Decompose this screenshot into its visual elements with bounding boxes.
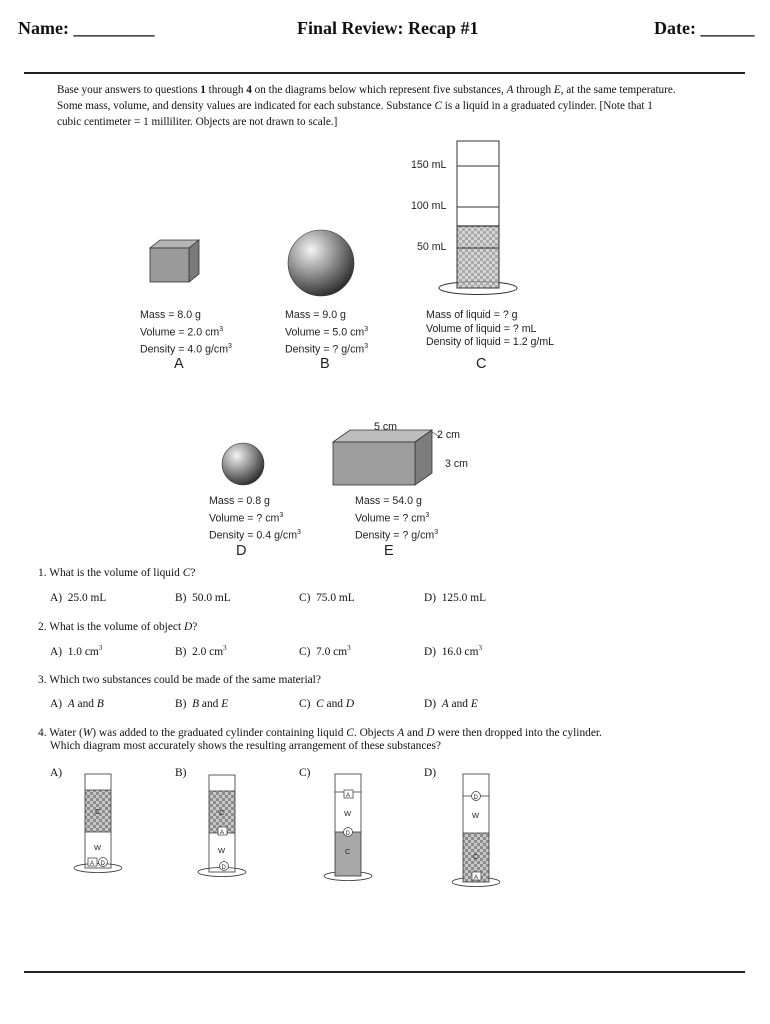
label-d: D: [236, 543, 247, 559]
footer-rule: [24, 971, 745, 973]
q1-choice-a[interactable]: A) 25.0 mL: [50, 592, 107, 604]
choice-c-cylinder: [324, 774, 372, 881]
question-4: 4. Water (W) was added to the graduated cylinder containing liquid C. Objects A and D were then dropped into the cylinder. Which diagram most accurately shows the resulting arrangement of these substances?: [38, 727, 602, 752]
q1-choice-d[interactable]: D) 125.0 mL: [424, 592, 487, 604]
label-e: E: [384, 543, 394, 559]
props-d: Mass = 0.8 g Volume = ? $cm^3$ Density = 0.4 $g/cm^3$: [209, 495, 301, 542]
svg-text:D: D: [473, 795, 478, 801]
props-b: Mass = 9.0 g Volume = 5.0 $cm^3$ Density = ? $g/cm^3$: [285, 309, 369, 356]
date-label: Date: ______: [654, 18, 755, 38]
dim-width: 2 cm: [437, 429, 460, 441]
label-c: C: [476, 356, 487, 372]
label-a: A: [174, 356, 184, 372]
page-title: Final Review: Recap #1: [297, 18, 479, 38]
svg-text:A: A: [346, 793, 351, 799]
q2-choice-d[interactable]: D) 16.0 $cm^3$: [424, 644, 482, 658]
dim-height: 3 cm: [445, 458, 468, 470]
mark-100: 100 mL: [411, 200, 447, 212]
q1-choice-b[interactable]: B) 50.0 mL: [175, 592, 231, 604]
q4-choice-a[interactable]: A): [50, 767, 63, 779]
dim-length: 5 cm: [374, 421, 397, 433]
label-b: B: [320, 356, 330, 372]
q4-choice-b[interactable]: B): [175, 767, 187, 779]
q4-choice-c[interactable]: C): [299, 767, 311, 779]
question-2: 2. What is the volume of object D?: [38, 621, 198, 633]
name-label: Name: _________: [18, 18, 155, 38]
choice-a-c: C: [95, 807, 101, 816]
sphere-b: [288, 230, 354, 296]
mark-50: 50 mL: [417, 241, 447, 253]
choice-d-w: W: [472, 811, 480, 820]
q3-choice-b[interactable]: B) B and E: [175, 698, 229, 710]
q3-choice-d[interactable]: D) A and E: [424, 698, 478, 710]
mark-150: 150 mL: [411, 159, 447, 171]
q3-choice-a[interactable]: A) A and B: [50, 698, 104, 710]
q2-choice-b[interactable]: B) 2.0 $cm^3$: [175, 644, 227, 658]
choice-a-cylinder: [74, 774, 122, 873]
question-1: 1. What is the volume of liquid C?: [38, 567, 196, 579]
choice-b-c: C: [219, 808, 225, 817]
choice-c-w: W: [344, 809, 352, 818]
sphere-d: [222, 443, 264, 485]
q3-choice-c[interactable]: C) C and D: [299, 698, 355, 710]
props-c: Mass of liquid = ? g Volume of liquid = ? mL Density of liquid = 1.2 g/mL: [426, 309, 555, 348]
choice-b-w: W: [218, 846, 226, 855]
svg-text:D: D: [345, 831, 350, 837]
question-3: 3. Which two substances could be made of the same material?: [38, 674, 321, 686]
svg-text:D: D: [221, 865, 226, 871]
svg-text:A: A: [90, 861, 95, 867]
box-e: [333, 430, 440, 485]
graduated-cylinder-c: [439, 141, 517, 295]
choice-d-cylinder: [452, 774, 500, 887]
svg-text:A: A: [474, 875, 479, 881]
q2-choice-a[interactable]: A) 1.0 $cm^3$: [50, 644, 103, 658]
q1-choice-c[interactable]: C) 75.0 mL: [299, 592, 355, 604]
choice-d-c: C: [473, 852, 479, 861]
q2-choice-c[interactable]: C) 7.0 $cm^3$: [299, 644, 351, 658]
q4-choice-d[interactable]: D): [424, 767, 437, 779]
choice-a-w: W: [94, 843, 102, 852]
choice-c-c: C: [345, 847, 351, 856]
intro-paragraph: Base your answers to questions 1 through 4 on the diagrams below which represent five substances, A through E, at the same temperature. Some mass, volume, and density values are indicated for each substance. Substance C is a liquid in a graduated cylinder. [Note that 1 cubic centimeter = 1 milliliter. Objects are not drawn to scale.]: [57, 84, 676, 128]
props-e: Mass = 54.0 g Volume = ? $cm^3$ Density = ? $g/cm^3$: [355, 495, 439, 542]
props-a: Mass = 8.0 g Volume = 2.0 $cm^3$ Density = 4.0 $g/cm^3$: [140, 309, 232, 356]
cube-a: [150, 240, 199, 282]
svg-text:D: D: [100, 861, 105, 867]
choice-b-cylinder: [198, 775, 246, 877]
svg-text:A: A: [220, 830, 225, 836]
